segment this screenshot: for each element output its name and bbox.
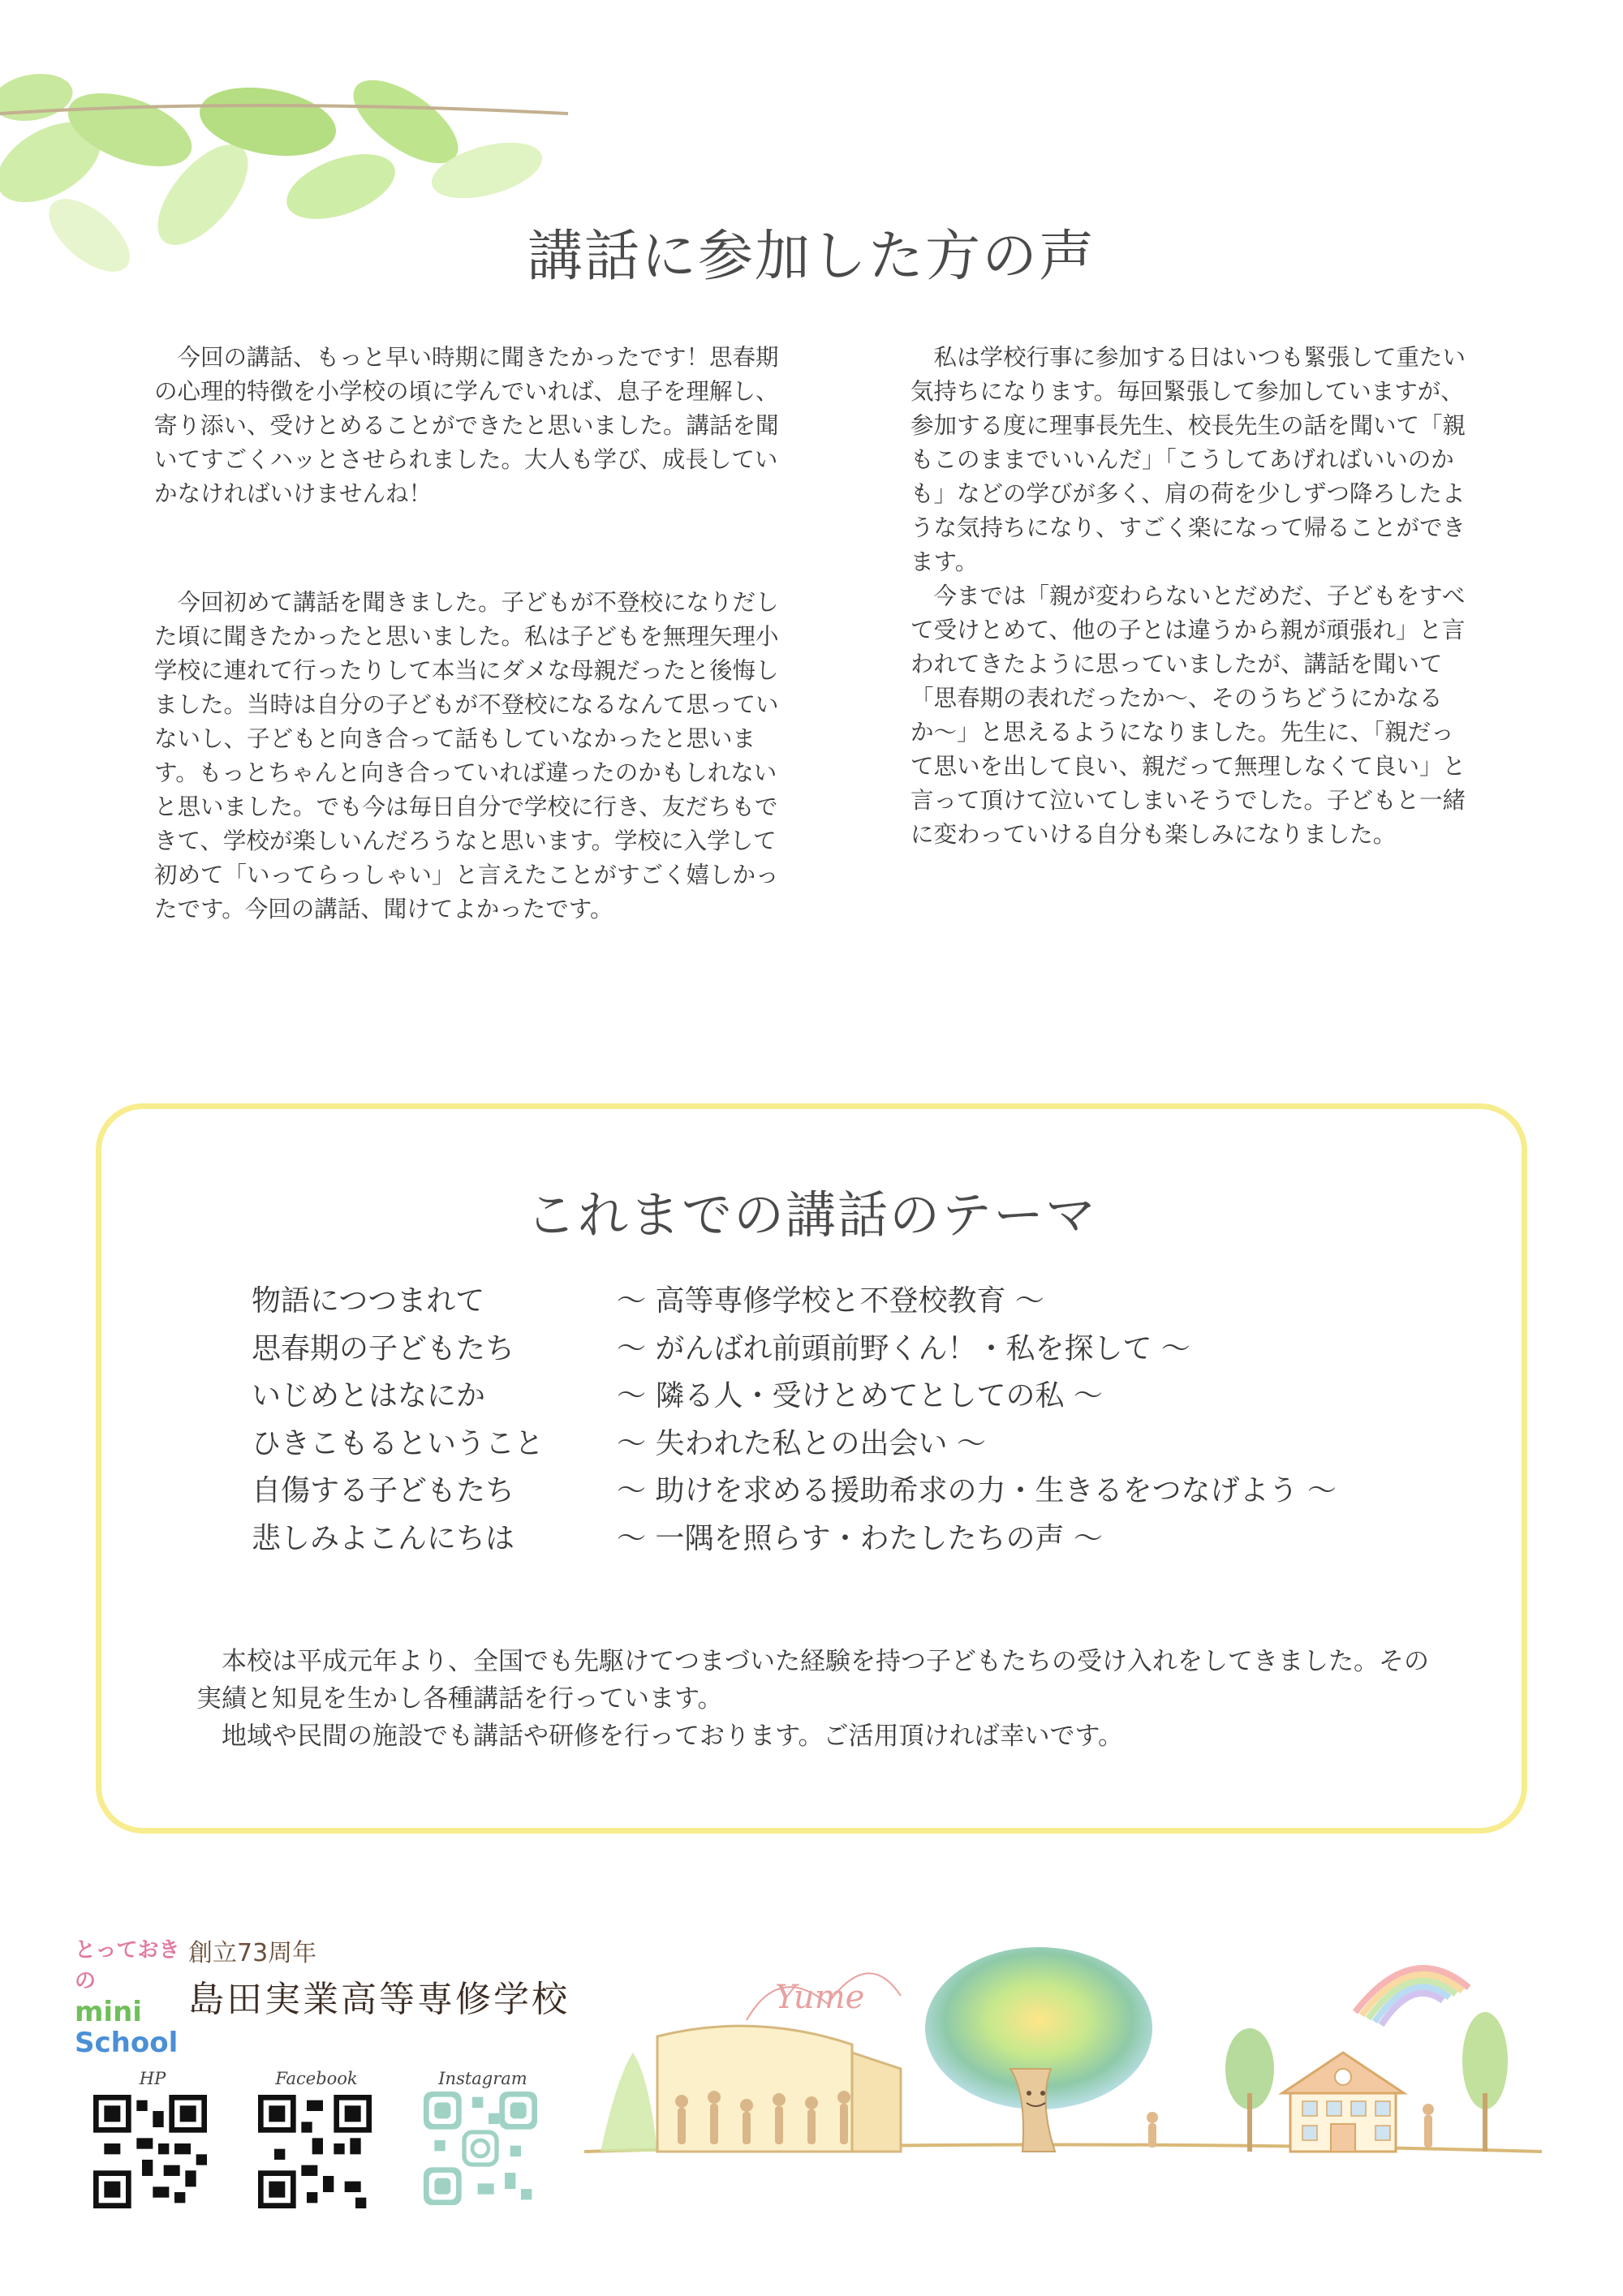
testimonial: 今回初めて講話を聞きました。子どもが不登校になりだした頃に聞きたかったと思いました。私は子どもを無理矢理小学校に連れて行ったりして本当にダメな母親だったと後悔しました。当時は自分の子どもが不登校になるなんて思っていないし、子どもと向き合って話もしていなかったと思います。もっとちゃんと向き合っていれば違ったのかもしれないと思いました。でも今は毎日自分で学校に行き、友だちもできて、学校が楽しいんだろうなと思います。学校に入学して初めて「いってらっしゃい」と言えたことがすごく嬉しかったです。今回の講話、聞けてよかったです。: [154, 589, 779, 922]
theme-row: [252, 1516, 1337, 1563]
theme-name: 思春期の子どもたち: [252, 1331, 515, 1365]
hp-qr-code[interactable]: [93, 2095, 207, 2208]
qr-label-instagram: Instagram: [438, 2069, 527, 2088]
theme-subtitle: 〜 助けを求める援助希求の力・生きるをつなげよう 〜: [617, 1474, 1337, 1507]
logo-line: とっておきの: [75, 1938, 180, 1993]
theme-subtitle: 〜 隣る人・受けとめてとしての私 〜: [617, 1379, 1103, 1412]
theme-name: 物語につつまれて: [252, 1284, 485, 1318]
school-intro: [196, 1643, 1446, 1755]
theme-subtitle: 〜 失われた私との出会い 〜: [617, 1426, 986, 1460]
illustration-text: Yume: [775, 1979, 865, 2016]
qr-label-hp: HP: [139, 2069, 166, 2088]
testimonials-right: [911, 341, 1470, 852]
themes-title: これまでの講話のテーマ: [525, 1185, 1097, 1245]
testimonials-left: [154, 341, 779, 927]
logo-line: School: [75, 2027, 179, 2059]
theme-name: 悲しみよこんにちは: [252, 1521, 515, 1555]
school-logo: [75, 1935, 188, 2059]
theme-row: [252, 1468, 1337, 1516]
anniversary-label: 創立73周年: [188, 1939, 317, 1967]
qr-label-facebook: Facebook: [275, 2069, 358, 2088]
theme-row: [252, 1326, 1337, 1374]
theme-name: いじめとはなにか: [252, 1379, 486, 1412]
theme-subtitle: 〜 一隅を照らす・わたしたちの声 〜: [617, 1521, 1103, 1555]
logo-line: mini: [75, 1996, 142, 2028]
school-name: 島田実業高等専修学校: [188, 1979, 570, 2020]
theme-subtitle: 〜 高等専修学校と不登校教育 〜: [617, 1284, 1044, 1318]
testimonial: 私は学校行事に参加する日はいつも緊張して重たい気持ちになります。毎回緊張して参加していますが、参加する度に理事長先生、校長先生の話を聞いて「親もこのままでいいんだ」「こうしてあげればいいのかも」などの学びが多く、肩の荷を少しずつ降ろしたような気持ちになり、すごく楽になって帰ることができます。: [911, 344, 1466, 575]
theme-row: [252, 1421, 1337, 1468]
theme-name: 自傷する子どもたち: [252, 1474, 515, 1507]
school-scene-illustration: [584, 1931, 1542, 2174]
theme-row: [252, 1278, 1337, 1326]
intro-paragraph: 地域や民間の施設でも講話や研修を行っております。ご活用頂ければ幸いです。: [222, 1722, 1124, 1751]
themes-list: [252, 1278, 1337, 1563]
theme-row: [252, 1373, 1337, 1421]
facebook-qr-code[interactable]: [258, 2095, 372, 2208]
theme-name: ひきこもるということ: [252, 1426, 545, 1460]
instagram-qr-code[interactable]: [424, 2092, 537, 2205]
testimonial: 今までは「親が変わらないとだめだ、子どもをすべて受けとめて、他の子とは違うから親が頑張れ」と言われてきたように思っていましたが、講話を聞いて「思春期の表れだったか〜、そのうちどうにかなるか〜」と思えるようになりました。先生に、「親だって思いを出して良い、親だって無理しなくて良い」と言って頂けて泣いてしまいそうでした。子どもと一緒に変わっていける自分も楽しみになりました。: [911, 583, 1466, 848]
testimonial: 今回の講話、もっと早い時期に聞きたかったです！思春期の心理的特徴を小学校の頃に学んでいれば、息子を理解し、寄り添い、受けとめることができたと思いました。講話を聞いてすごくハッとさせられました。大人も学び、成長していかなければいけませんね！: [154, 344, 779, 507]
intro-paragraph: 本校は平成元年より、全国でも先駆けてつまづいた経験を持つ子どもたちの受け入れをしてきました。その実績と知見を生かし各種講話を行っています。: [196, 1647, 1429, 1713]
page-title: 講話に参加した方の声: [527, 225, 1096, 289]
theme-subtitle: 〜 がんばれ前頭前野くん！・私を探して 〜: [617, 1331, 1190, 1365]
